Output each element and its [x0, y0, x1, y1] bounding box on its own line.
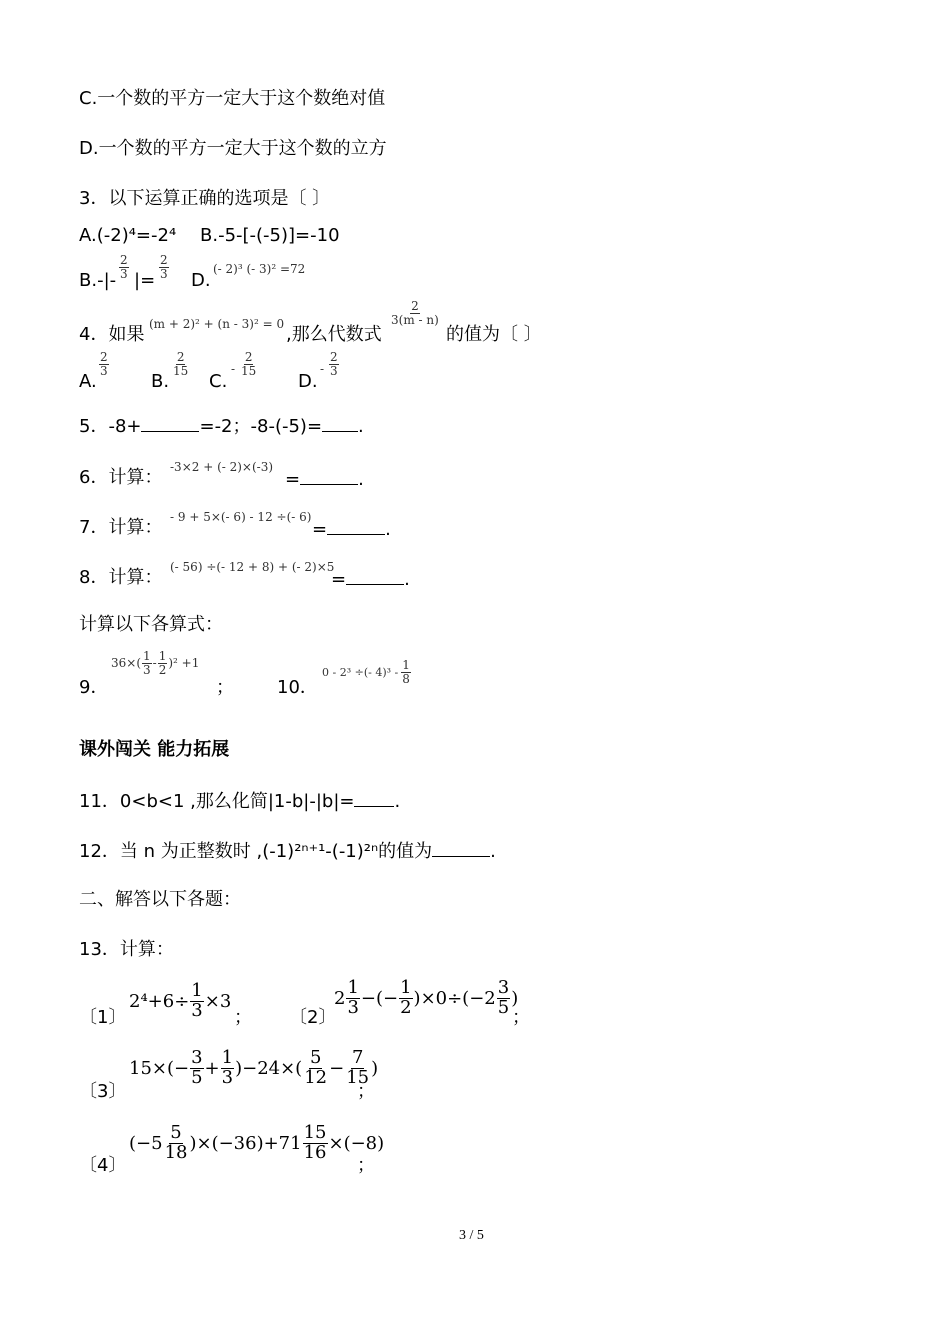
- q4-option-d-label: D.: [298, 371, 318, 392]
- question-8-label: 8．计算：: [79, 567, 163, 588]
- sub-4-label: 〔4〕: [79, 1155, 127, 1176]
- q4-option-c-value: $\frac{2}{15}$: [241, 350, 257, 378]
- q4-option-d-minus: -: [320, 362, 325, 376]
- q4-option-a-label: A.: [79, 371, 97, 392]
- question-11: 11．0<b<1 ,那么化简|1-b|-|b|= .: [79, 788, 400, 814]
- q9-expression: 36×( $\frac{1}{3}$ - $\frac{1}{2}$ )² +1: [111, 649, 200, 677]
- sub-1-expression: 2⁴+6÷ $\frac{1}{3}$ ×3: [129, 980, 232, 1021]
- q3-option-d-expression: (- 2)³ (- 3)² =72: [213, 262, 306, 276]
- q7-blank[interactable]: [327, 516, 385, 535]
- q4-option-c-minus: -: [231, 362, 236, 376]
- question-5: 5．-8+ =-2；-8-(-5)= .: [79, 413, 364, 439]
- question-12: 12．当 n 为正整数时 ,(-1)²ⁿ⁺¹-(-1)²ⁿ的值为 .: [79, 838, 496, 864]
- option-d-statement: D.一个数的平方一定大于这个数的立方: [79, 138, 387, 159]
- sub-3-semicolon: ；: [357, 1081, 375, 1102]
- question-13: 13．计算：: [79, 939, 174, 960]
- q11-blank[interactable]: [354, 788, 394, 807]
- q3-fraction-2: $\frac{2}{3}$: [160, 253, 168, 281]
- q8-expression: (- 56) ÷(- 12 + 8) + (- 2)×5: [170, 560, 335, 574]
- q8-blank[interactable]: [346, 566, 404, 585]
- sub-2-expression: 2 $\frac{1}{3}$ −(− $\frac{1}{2}$ )×0÷(−2 $\frac{3}{5}$ ): [334, 977, 519, 1018]
- q4-option-c-label: C.: [209, 371, 228, 392]
- question-7-label: 7．计算：: [79, 517, 163, 538]
- q4-algebraic-fraction: $\frac{2}{3(m - n)}$: [391, 299, 439, 327]
- q3-option-b: B.-5-[-(-5)]=-10: [200, 225, 340, 246]
- q9-semicolon: ；: [216, 677, 234, 698]
- q6-expression: -3×2 + (- 2)×(-3): [170, 460, 274, 474]
- q4-condition-expression: (m + 2)² + (n - 3)² = 0: [149, 317, 285, 331]
- question-6-label: 6．计算：: [79, 467, 163, 488]
- q12-blank[interactable]: [432, 838, 490, 857]
- calc-heading: 计算以下各算式：: [79, 614, 223, 635]
- page-number: 3 / 5: [459, 1228, 484, 1243]
- sub-3-label: 〔3〕: [79, 1081, 127, 1102]
- q3-option-b2-prefix: B.-|-: [79, 270, 117, 291]
- question-4-suffix: 的值为〔 〕: [446, 324, 542, 345]
- question-4-mid: ,那么代数式: [286, 324, 382, 345]
- option-c-statement: C.一个数的平方一定大于这个数绝对值: [79, 88, 386, 109]
- q3-option-a: A.(-2)⁴=-2⁴: [79, 225, 177, 246]
- question-3: 3．以下运算正确的选项是〔 〕: [79, 188, 331, 209]
- q3-option-b2-mid: |=: [134, 270, 156, 291]
- section-title: 课外闯关 能力拓展: [79, 739, 230, 760]
- q4-option-b-value: $\frac{2}{15}$: [173, 350, 189, 378]
- sub-4-expression: (−5 $\frac{5}{18}$ )×(−36)+71 $\frac{15}{16}$ ×(−8): [129, 1122, 385, 1163]
- q3-option-d-prefix: D.: [191, 270, 211, 291]
- question-9-label: 9．: [79, 677, 109, 698]
- q7-answer: = .: [312, 516, 391, 542]
- sub-3-expression: 15×(− $\frac{3}{5}$ + $\frac{1}{3}$ )−24×( $\frac{5}{12}$ − $\frac{7}{15}$ ): [129, 1047, 379, 1088]
- sub-4-semicolon: ；: [357, 1155, 375, 1176]
- q3-fraction-1: $\frac{2}{3}$: [120, 253, 128, 281]
- q4-option-a-value: $\frac{2}{3}$: [100, 350, 108, 378]
- q7-expression: - 9 + 5×(- 6) - 12 ÷(- 6): [170, 510, 312, 524]
- q5-blank-2[interactable]: [322, 413, 358, 432]
- q10-expression: 0 - 2³ ÷(- 4)³ - $\frac{1}{8}$: [322, 658, 410, 686]
- sub-2-label: 〔2〕: [289, 1007, 337, 1028]
- sub-2-semicolon: ；: [512, 1007, 530, 1028]
- q6-answer: = .: [285, 466, 364, 492]
- q4-option-b-label: B.: [151, 371, 170, 392]
- sub-1-label: 〔1〕: [79, 1007, 127, 1028]
- question-10-label: 10．: [277, 677, 318, 698]
- q4-option-d-value: $\frac{2}{3}$: [330, 350, 338, 378]
- q8-answer: = .: [331, 566, 410, 592]
- question-4-prefix: 4．如果: [79, 324, 145, 345]
- q6-blank[interactable]: [300, 466, 358, 485]
- sub-1-semicolon: ；: [234, 1007, 252, 1028]
- q5-blank-1[interactable]: [141, 413, 199, 432]
- part-2-heading: 二、解答以下各题：: [79, 889, 241, 910]
